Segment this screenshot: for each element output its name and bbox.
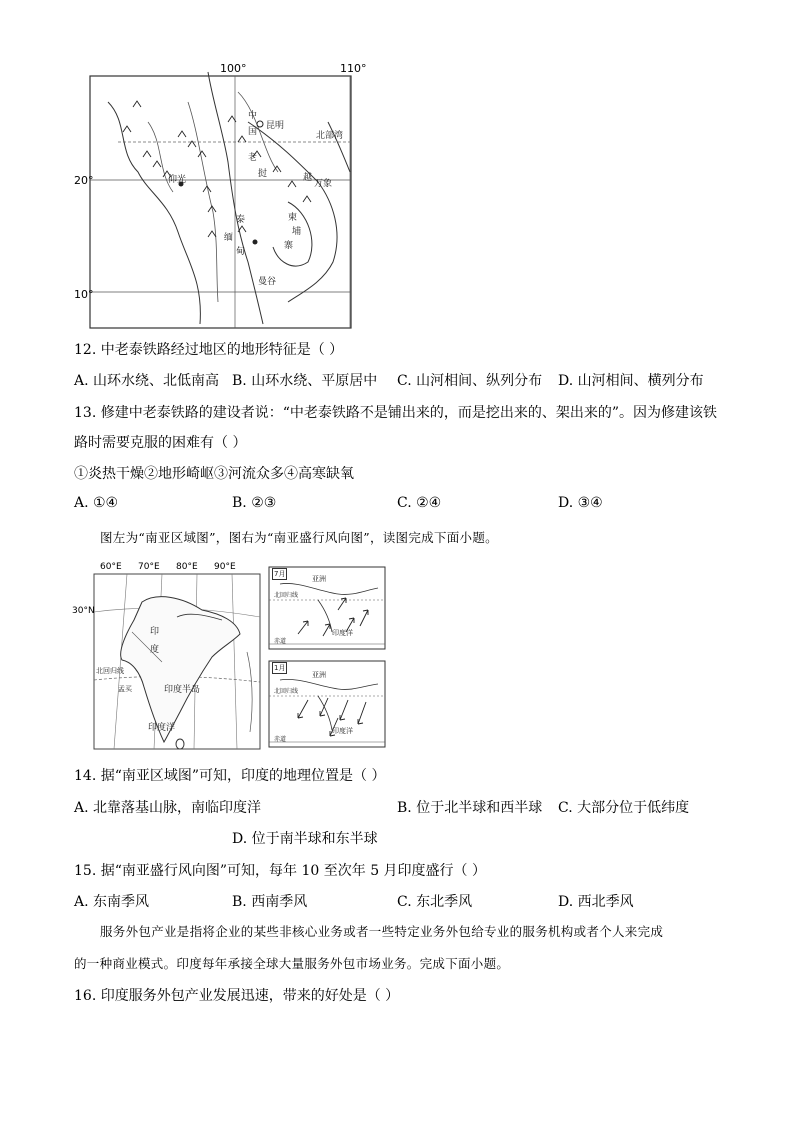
wind-map-january: [268, 660, 386, 748]
map1-label: 中: [248, 111, 258, 121]
q12-option-a[interactable]: A. 山环水绕、北低南高: [74, 373, 220, 389]
map1-label: 昆明: [266, 121, 285, 131]
map1-label: 柬: [288, 213, 298, 223]
map1-label: 泰: [236, 215, 246, 225]
map1-label: 国: [248, 127, 258, 137]
lon-90e: 90°E: [214, 562, 236, 572]
q12-option-b[interactable]: B. 山环水绕、平原居中: [232, 373, 378, 389]
map1-label: 老: [248, 153, 258, 163]
q16-stem: 16. 印度服务外包产业发展迅速，带来的好处是（ ）: [74, 988, 400, 1004]
q13-choices: ①炎热干燥②地形崎岖③河流众多④高寒缺氧: [74, 466, 354, 482]
intro-south-asia: 图左为“南亚区域图”，图右为“南亚盛行风向图”，读图完成下面小题。: [100, 530, 498, 545]
map1-label: 北部湾: [316, 131, 344, 141]
wind-july-month: 7月: [274, 570, 286, 578]
q15-option-b[interactable]: B. 西南季风: [232, 894, 308, 910]
map1-label: 埔: [292, 227, 302, 237]
q15-option-c[interactable]: C. 东北季风: [397, 894, 473, 910]
wind-jan-label: 赤道: [274, 736, 287, 743]
q13-option-b[interactable]: B. ②③: [232, 495, 277, 511]
wind-map-july: [268, 566, 386, 650]
q15-option-d[interactable]: D. 西北季风: [558, 894, 634, 910]
wind-jan-month: 1月: [274, 664, 286, 672]
q14-option-c[interactable]: C. 大部分位于低纬度: [558, 800, 690, 816]
q13-option-d[interactable]: D. ③④: [558, 495, 603, 511]
wind-july-label: 印度洋: [332, 629, 353, 637]
map1-label: 越: [303, 173, 313, 183]
intro-outsourcing-line1: 服务外包产业是指将企业的某些非核心业务或者一些特定业务外包给专业的服务机构或者个人来完成: [100, 924, 664, 939]
q13-option-a[interactable]: A. ①④: [74, 495, 119, 511]
lon-label-100: 100°: [220, 62, 247, 75]
map2-label: 度: [150, 645, 160, 655]
q12-option-d[interactable]: D. 山河相间、横列分布: [558, 373, 704, 389]
q15-stem: 15. 据“南亚盛行风向图”可知，每年 10 至次年 5 月印度盛行（ ）: [74, 863, 487, 879]
south-asia-region-map: [72, 562, 262, 752]
q13-stem-line1: 13. 修建中老泰铁路的建设者说：“中老泰铁路不是铺出来的，而是挖出来的、架出来的”。因为修建该铁: [74, 405, 718, 421]
map2-label: 北回归线: [96, 667, 124, 675]
wind-july-label: 北回归线: [274, 592, 299, 599]
map1-label: 仰光: [168, 175, 187, 185]
wind-july-label: 赤道: [274, 638, 287, 645]
intro-outsourcing-line2: 的一种商业模式。印度每年承接全球大量服务外包市场业务。完成下面小题。: [74, 956, 510, 971]
lat-label-20: 20°: [74, 174, 94, 187]
q14-option-b[interactable]: B. 位于北半球和西半球: [397, 800, 543, 816]
indochina-map-svg: [88, 62, 378, 334]
q13-option-c[interactable]: C. ②④: [397, 495, 442, 511]
wind-july-label: 亚洲: [312, 575, 326, 583]
wind-jan-label: 北回归线: [274, 688, 299, 695]
map2-label: 孟买: [118, 685, 132, 693]
lon-80e: 80°E: [176, 562, 198, 572]
map1-label: 曼谷: [258, 277, 277, 287]
lon-70e: 70°E: [138, 562, 160, 572]
q13-stem-line2: 路时需要克服的困难有（ ）: [74, 435, 247, 451]
map2-label: 印度半岛: [164, 685, 201, 695]
map2-label: 印: [150, 627, 160, 637]
q14-option-a[interactable]: A. 北靠落基山脉，南临印度洋: [74, 800, 262, 816]
lon-60e: 60°E: [100, 562, 122, 572]
map2-label: 印度洋: [148, 723, 176, 733]
wind-jan-label: 印度洋: [332, 727, 353, 735]
map1-label: 缅: [224, 233, 234, 243]
wind-jan-label: 亚洲: [312, 671, 326, 679]
map1-label: 挝: [258, 169, 268, 179]
map1-label: 甸: [236, 247, 246, 257]
map1-label: 寨: [284, 241, 294, 251]
q12-option-c[interactable]: C. 山河相间、纵列分布: [397, 373, 543, 389]
lon-label-110: 110°: [340, 62, 367, 75]
q14-stem: 14. 据“南亚区域图”可知，印度的地理位置是（ ）: [74, 768, 386, 784]
indochina-map: [74, 62, 378, 334]
q14-option-d[interactable]: D. 位于南半球和东半球: [232, 831, 378, 847]
q15-option-a[interactable]: A. 东南季风: [74, 894, 150, 910]
q12-stem: 12. 中老泰铁路经过地区的地形特征是（ ）: [74, 342, 344, 358]
map1-label: 万象: [314, 179, 333, 189]
lat-label-10: 10°: [74, 288, 94, 301]
lat-30n: 30°N: [72, 606, 95, 616]
